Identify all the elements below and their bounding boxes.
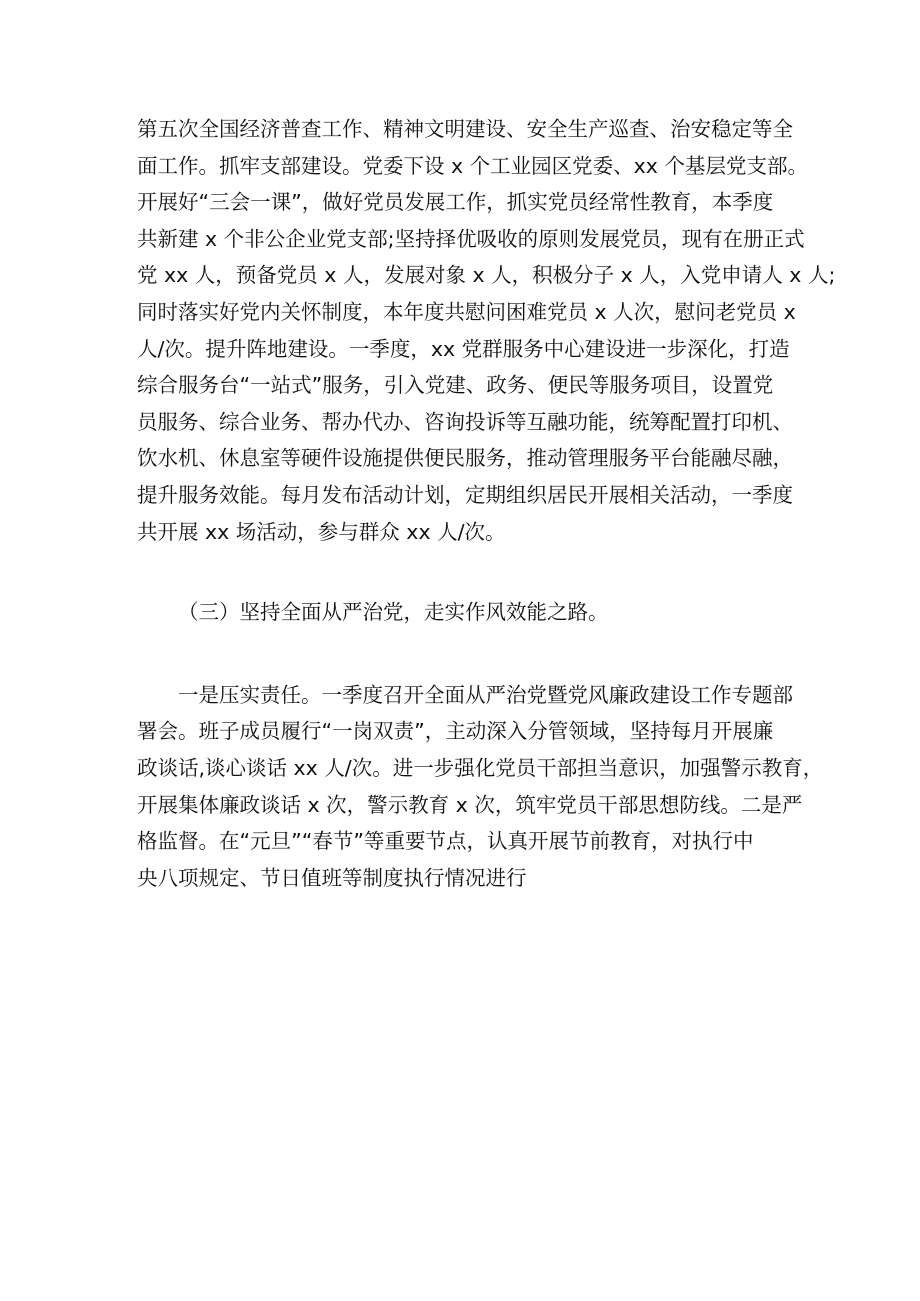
text-line: 综合服务台“一站式”服务，引入党建、政务、便民等服务项目，设置党: [137, 373, 774, 398]
text-line: 提升服务效能。每月发布活动计划，定期组织居民开展相关活动，一季度: [137, 482, 793, 507]
text-line: 共开展 xx 场活动，参与群众 xx 人/次。: [137, 519, 506, 544]
text-line: 政谈话,谈心谈话 xx 人/次。进一步强化党员干部担当意识，加强警示教育，: [137, 755, 824, 780]
text-line: 开展好“三会一课”，做好党员发展工作，抓实党员经常性教育，本季度: [137, 190, 774, 215]
text-line: 共新建 x 个非公企业党支部;坚持择优吸收的原则发展党员，现有在册正式: [137, 226, 805, 251]
text-line: 一是压实责任。一季度召开全面从严治党暨党风廉政建设工作专题部: [178, 682, 793, 707]
heading-text: （三）坚持全面从严治党，走实作风效能之路。: [178, 600, 609, 625]
paragraph-responsibility: [137, 677, 824, 897]
text-line: 同时落实好党内关怀制度，本年度共慰问困难党员 x 人次，慰问老党员 x: [137, 299, 796, 324]
text-line: 第五次全国经济普查工作、精神文明建设、安全生产巡查、治安稳定等全: [137, 117, 793, 141]
text-line: 人/次。提升阵地建设。一季度，xx 党群服务中心建设进一步深化，打造: [137, 336, 790, 361]
text-line: 央八项规定、节日值班等制度执行情况进行: [137, 865, 527, 890]
text-line: 格监督。在“元旦”“春节”等重要节点，认真开展节前教育，对执行中: [137, 829, 754, 854]
text-line: 员服务、综合业务、帮办代办、咨询投诉等互融功能，统筹配置打印机、: [137, 409, 793, 434]
text-line: 饮水机、休息室等硬件设施提供便民服务，推动管理服务平台能融尽融，: [137, 446, 793, 471]
text-line: 党 xx 人，预备党员 x 人，发展对象 x 人，积极分子 x 人，入党申请人 x 人;: [137, 263, 836, 288]
text-line: 署会。班子成员履行“一岗双责”，主动深入分管领域，坚持每月开展廉: [137, 719, 774, 744]
text-line: 开展集体廉政谈话 x 次，警示教育 x 次，筑牢党员干部思想防线。二是严: [137, 792, 803, 817]
document-body: [137, 111, 836, 896]
section-heading-3: [137, 594, 787, 631]
paragraph-party-building: [137, 111, 836, 550]
text-line: 面工作。抓牢支部建设。党委下设 x 个工业园区党委、xx 个基层党支部。: [137, 153, 808, 178]
